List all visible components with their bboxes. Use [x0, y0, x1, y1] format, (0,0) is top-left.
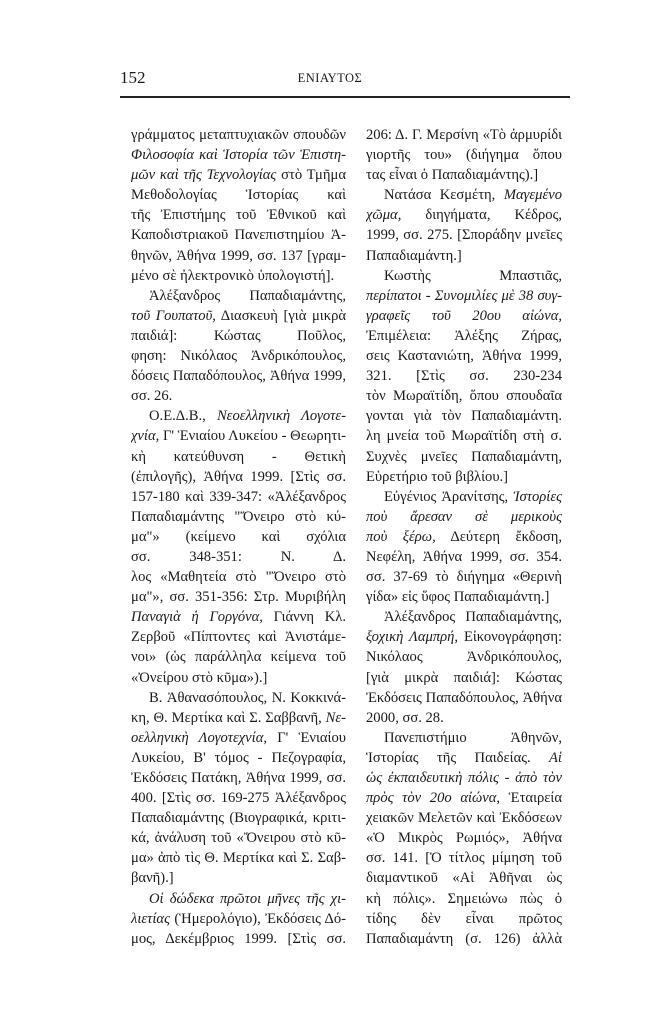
body-text: Ἱστορίας τῆς Παιδείας. [366, 749, 550, 766]
text-line [366, 848, 562, 868]
italic-title-text: ξοχικὴ Λαμπρή, [366, 629, 459, 646]
right-column [366, 125, 562, 949]
body-text: Κωστὴς Μπαστιᾶς, [384, 267, 562, 284]
body-text: τὸν Μωραϊτίδη, ὅπου σπουδαῖα [366, 388, 562, 405]
text-line [366, 527, 562, 547]
body-text: Ἀλέξανδρος Παπαδιαμάντης, [149, 287, 346, 304]
body-text: Εὑρετήριο τοῦ βιβλίου.] [366, 468, 509, 485]
header-rule [120, 96, 570, 98]
page-number: 152 [120, 68, 146, 87]
text-line [366, 567, 562, 587]
body-text: διηγήματα, Κέδρος, [425, 207, 562, 224]
text-line [131, 607, 346, 627]
text-line [131, 788, 346, 808]
text-line [131, 286, 346, 306]
text-line [131, 467, 346, 487]
body-text: κη, Θ. Μερτίκα καὶ Σ. Σαββανῆ, [131, 709, 326, 726]
text-line [131, 346, 346, 366]
text-line [366, 165, 562, 185]
body-text: τίδης δὲν εἶναι πρῶτος [366, 910, 562, 927]
text-line [131, 366, 346, 386]
body-text: Καποδιστριακοῦ Πανεπιστημίου Ἀ- [131, 227, 346, 244]
italic-title-text: Νεοελληνικὴ Λογοτε- [216, 408, 346, 425]
body-text: τῆς Ἐπιστήμης τοῦ Ἐθνικοῦ καὶ [131, 207, 346, 224]
body-text: Παπαδιαμάντης (Βιογραφικά, κριτι- [131, 810, 346, 827]
italic-title-text: Μαγεμένο [503, 187, 562, 204]
italic-title-text: Ἱστορίες [513, 488, 562, 505]
text-line [131, 889, 346, 909]
text-line [131, 507, 346, 527]
text-line [366, 688, 562, 708]
body-text: γράμματος μεταπτυχιακῶν σπουδῶν [131, 127, 346, 143]
body-text: 1999, σσ. 275. [Σποράδην μνεῖες [366, 227, 562, 244]
body-text: Β. Ἀθανασόπουλος, Ν. Κοκκινά- [149, 689, 346, 706]
body-text: Διασκευὴ [γιὰ μικρὰ [215, 307, 346, 324]
body-text: [γιὰ μικρὰ παιδιά]: Κώστας [366, 669, 562, 686]
text-line [131, 185, 346, 205]
text-line [131, 447, 346, 467]
body-text: 2000, σσ. 28. [366, 709, 444, 726]
italic-title-text: λιετίας [131, 910, 170, 927]
body-text: Ἑταιρεία [508, 790, 562, 807]
body-text: διαμαντικοῦ «Αἱ Ἀθῆναι ὡς [366, 870, 562, 887]
text-line [131, 567, 346, 587]
text-line [366, 406, 562, 426]
body-text: μα"» (κείμενο καὶ σχόλια [131, 528, 346, 545]
text-line [366, 668, 562, 688]
italic-title-text: πρὸς τὸν 20ο αἰώνα, [366, 790, 501, 807]
text-line [131, 668, 346, 688]
body-text: Παπαδιαμάντης "Ὄνειρο στὸ κύ- [131, 508, 346, 525]
body-text: μος, Δεκέμβριος 1999. [Στὶς σσ. [131, 930, 346, 947]
running-title: ΕΝΙΑΥΤΟΣ [297, 71, 363, 85]
text-line [366, 868, 562, 888]
body-text: 157-180 καὶ 339-347: «Ἀλέξανδρος [131, 488, 346, 505]
text-line [131, 627, 346, 647]
text-line [366, 225, 562, 245]
text-line [366, 487, 562, 507]
italic-title-text: χνία, [131, 428, 160, 445]
text-line [366, 426, 562, 446]
body-text: μα"», σσ. 351-356: Στρ. Μυριβήλη [131, 589, 346, 606]
text-line [366, 909, 562, 929]
text-line [366, 929, 562, 949]
body-text: Λυκείου, Β' τόμος - Πεζογραφία, [131, 749, 346, 766]
text-line [366, 627, 562, 647]
text-line [131, 145, 346, 165]
body-text: Γ' Ἑνιαίου Λυκείου - Θεωρητι- [159, 428, 346, 445]
text-line [366, 205, 562, 225]
body-text: Ἀλέξανδρος Παπαδιαμάντης, [384, 609, 562, 626]
text-line [131, 426, 346, 446]
body-text: «Ὀνείρου στὸ κῦμα»).] [131, 669, 268, 686]
body-text: χειακῶν Μελετῶν καὶ Ἐκδόσεων [366, 810, 562, 827]
body-text: σσ. 141. [Ὁ τίτλος μίμηση τοῦ [366, 850, 562, 867]
text-line [366, 125, 562, 145]
body-text: (Ἡμερολόγιο), Ἐκδόσεις Δό- [170, 910, 346, 927]
text-line [131, 547, 346, 567]
text-line [366, 808, 562, 828]
italic-title-text: τοῦ Γουπατοῦ, [131, 307, 216, 324]
body-text: σσ. 26. [131, 388, 173, 405]
italic-title-text: οελληνικὴ Λογοτεχνία, [131, 729, 268, 746]
text-line [366, 145, 562, 165]
italic-title-text: Αἱ [549, 749, 562, 766]
text-line [131, 868, 346, 888]
text-line [366, 246, 562, 266]
text-line [131, 587, 346, 607]
body-text: Εὐγένιος Ἀρανίτσης, [384, 488, 514, 505]
text-line [366, 768, 562, 788]
text-line [131, 808, 346, 828]
body-text: σεις Καστανιώτη, Ἀθήνα 1999, [366, 348, 562, 365]
body-text: στὸ Τμῆμα [276, 167, 346, 184]
body-text: Ο.Ε.Δ.Β., [149, 408, 217, 425]
italic-title-text: Νε- [325, 709, 346, 726]
text-line [131, 527, 346, 547]
body-text: κὴ πόλις». Σημειώνω πὼς ὁ [366, 890, 562, 907]
body-text: (ἐπιλογῆς), Ἀθήνα 1999. [Στὶς σσ. [131, 468, 346, 485]
text-line [366, 467, 562, 487]
text-line [366, 306, 562, 326]
italic-title-text: μῶν καὶ τῆς Τεχνολογίας [131, 167, 277, 184]
text-line [366, 386, 562, 406]
italic-title-text: ποὺ ξέρω, [366, 528, 436, 545]
text-line [131, 768, 346, 788]
body-text: νοι» (ὡς παράλληλα κείμενα τοῦ [131, 649, 346, 666]
body-text: λος «Μαθητεία στὸ "Ὄνειρο στὸ [131, 569, 346, 586]
body-text: Ἐπιμέλεια: Ἀλέξης Ζήρας, [366, 327, 562, 344]
body-text: σσ. 37-69 τὸ διήγημα «Θερινὴ [366, 569, 562, 586]
text-line [366, 889, 562, 909]
left-column [131, 125, 346, 949]
body-text: Πανεπιστήμιο Ἀθηνῶν, [384, 729, 562, 746]
body-text: Ἐκδόσεις Παπαδόπουλος, Ἀθήνα [366, 689, 562, 706]
body-text: μα» ἀπὸ τὶς Θ. Μερτίκα καὶ Σ. Σαβ- [131, 850, 346, 867]
body-text: δόσεις Παπαδόπουλος, Ἀθήνα 1999, [131, 368, 346, 385]
body-text: βανῆ).] [131, 870, 174, 887]
text-line [366, 708, 562, 728]
body-text: Νεφέλη, Ἀθήνα 1999, σσ. 354. [366, 548, 562, 565]
text-line [366, 507, 562, 527]
text-line [366, 366, 562, 386]
text-line [131, 225, 346, 245]
text-line [366, 326, 562, 346]
body-text: 321. [Στὶς σσ. 230-234 [366, 368, 562, 385]
body-text: Μεθοδολογίας Ἱστορίας καὶ [131, 187, 346, 204]
body-text: παιδιά]: Κώστας Ποῦλος, [131, 327, 346, 344]
text-line [366, 447, 562, 467]
text-line [366, 346, 562, 366]
body-text: 206: Δ. Γ. Μερσίνη «Τὸ ἁρμυρίδι [366, 127, 562, 143]
text-line [366, 748, 562, 768]
text-line [366, 266, 562, 286]
text-line [366, 828, 562, 848]
text-line [131, 306, 346, 326]
text-line [131, 246, 346, 266]
text-line [131, 165, 346, 185]
text-line [131, 748, 346, 768]
body-text: θηνῶν, Ἀθήνα 1999, σσ. 137 [γραμ- [131, 247, 346, 264]
text-line [131, 266, 346, 286]
body-text: Παπαδιαμάντη (σ. 126) ἀλλὰ [366, 930, 562, 947]
body-text: γονται γιὰ τὸν Παπαδιαμάντη. [366, 408, 562, 425]
body-text: κὴ κατεύθυνση - Θετικὴ [131, 448, 346, 465]
body-text: Ἐκδόσεις Πατάκη, Ἀθήνα 1999, σσ. [131, 770, 346, 786]
body-text: τας εἶναι ὁ Παπαδιαμάντης).] [366, 167, 539, 184]
text-line [131, 909, 346, 929]
body-text: Ζερβοῦ «Πίπτοντες καὶ Ἀνιστάμε- [131, 629, 346, 646]
italic-title-text: γραφεῖς τοῦ 20ου αἰώνα, [366, 307, 562, 324]
body-text: Παπαδιαμάντη.] [366, 247, 462, 264]
body-text: 400. [Στὶς σσ. 169-275 Ἀλέξανδρος [131, 790, 346, 807]
text-line [366, 647, 562, 667]
italic-title-text: χῶμα, [366, 207, 402, 224]
text-line [131, 828, 346, 848]
text-line [131, 848, 346, 868]
text-line [366, 788, 562, 808]
text-line [366, 607, 562, 627]
italic-title-text: περίπατοι - Συνομιλίες μὲ 38 συγ- [366, 287, 562, 304]
body-text: γιορτῆς του» (διήγημα ὅπου [366, 147, 562, 164]
text-line [366, 547, 562, 567]
text-line [131, 708, 346, 728]
text-line [131, 406, 346, 426]
italic-title-text: Παναγιὰ ἡ Γοργόνα, [131, 609, 263, 626]
text-line [131, 205, 346, 225]
italic-title-text: ποὺ ἄρεσαν σὲ μερικοὺς [366, 508, 562, 525]
body-text: «Ὁ Μικρὸς Ρωμιός», Ἀθήνα [366, 830, 562, 847]
text-line [366, 286, 562, 306]
text-line [131, 929, 346, 949]
body-text: Δεύτερη ἔκδοση, [450, 528, 562, 545]
text-line [131, 728, 346, 748]
body-text: Συχνὲς μνεῖες Παπαδιαμάντη, [366, 448, 562, 465]
body-text: Νικόλαος Ἀνδρικόπουλος, [366, 649, 562, 666]
italic-title-text: ὡς ἐκπαιδευτικὴ πόλις - ἀπὸ τὸν [366, 770, 562, 786]
body-text: γίδα» εἰς ὕφος Παπαδιαμάντη.] [366, 589, 550, 606]
text-line [366, 587, 562, 607]
body-text: Γ' Ἑνιαίου [267, 729, 346, 746]
text-line [366, 728, 562, 748]
body-text: Νατάσα Κεσμέτη, [384, 187, 504, 204]
italic-title-text: Φιλοσοφία καὶ Ἱστορία τῶν Ἐπιστη- [131, 147, 346, 164]
text-line [131, 326, 346, 346]
body-text: λη μνεία τοῦ Μωραϊτίδη στὴ σ. [366, 428, 562, 445]
text-line [131, 647, 346, 667]
text-line [131, 125, 346, 145]
body-text: κά, ἀνάλυση τοῦ «Ὄνειρου στὸ κῦ- [131, 830, 346, 847]
body-text: φηση: Νικόλαος Ἀνδρικόπουλος, [131, 348, 346, 365]
text-line [131, 487, 346, 507]
text-line [366, 185, 562, 205]
text-line [131, 688, 346, 708]
italic-title-text: Οἱ δώδεκα πρῶτοι μῆνες τῆς χι- [149, 890, 346, 907]
body-text: σσ. 348-351: Ν. Δ. [131, 548, 346, 565]
text-line [131, 386, 346, 406]
body-text: Γιάννη Κλ. [262, 609, 346, 626]
body-text: Εἰκονογράφηση: [458, 629, 562, 646]
body-text: μένο σὲ ἠλεκτρονικὸ ὑπολογιστή]. [131, 267, 335, 284]
